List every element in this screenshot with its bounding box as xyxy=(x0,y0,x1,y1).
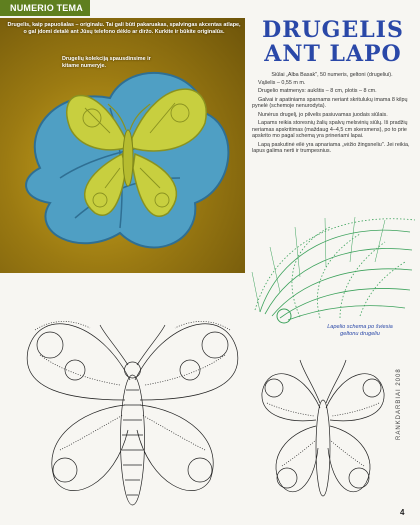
body-paragraph: Lapams reikia storesnių žalių spalvų melsvinių siūlų. Iš pradžių neriamas apskritimas (maždaug 4–4,5 cm skersmens), po to prie apskrito mo pagal schemą yra prineriami lapai. xyxy=(252,119,408,140)
page-number: 4 xyxy=(400,508,405,517)
schema-caption: Lapelio schema po šviesia geltonu drugeliu xyxy=(327,324,393,337)
body-paragraph: Nunėrus drugelį, jo pilvelis pasiuvamas juodais siūlais. xyxy=(258,111,388,118)
article-title xyxy=(248,18,418,66)
body-paragraph: Vąšelis – 0,55 m m. xyxy=(258,80,306,87)
magazine-name: RANKDARBIAI 2008 xyxy=(396,368,402,440)
butterfly-outline-diagram xyxy=(252,348,392,518)
body-paragraph: Drugelio matmenys: aukštis – 8 cm, plotis – 8 cm. xyxy=(258,88,377,95)
leaf-schema-diagram xyxy=(240,212,420,324)
title-line-2: ANT LAPO xyxy=(264,41,402,67)
article-body xyxy=(252,72,412,157)
body-paragraph: Siūlai „Alba Basak", 50 numeris, geltoni (drugeliui). xyxy=(271,72,393,78)
photo-caption-secondary: Drugelių kolekciją spausdinsime ir kitame numeryje. xyxy=(62,56,151,69)
section-tab: NUMERIO TEMA xyxy=(0,0,90,16)
body-paragraph: Galvai ir apatiniams sparnams neriant skritulukų imama 8 kilpų pynelė (schemoje nenurodyta). xyxy=(252,96,408,110)
photo-caption: Drugelis, kaip papuošalas – originalu. Tai gali būti pakaruakas, spalvingas akcentas atlape, o gal įdomi detalė ant Jūsų telefono dėklo ar diržo. Kurkite ir būkite originalūs. xyxy=(7,22,241,35)
butterfly-schema-diagram xyxy=(20,310,245,510)
butterfly-photo xyxy=(0,18,245,273)
body-paragraph: Lapą paskutinė eilė yra apnariama „vėžio žingsneliu". Jei reikia, lapus galima nerti ir trumpesnius. xyxy=(252,141,410,155)
title-line-1: DRUGELIS xyxy=(262,17,404,43)
